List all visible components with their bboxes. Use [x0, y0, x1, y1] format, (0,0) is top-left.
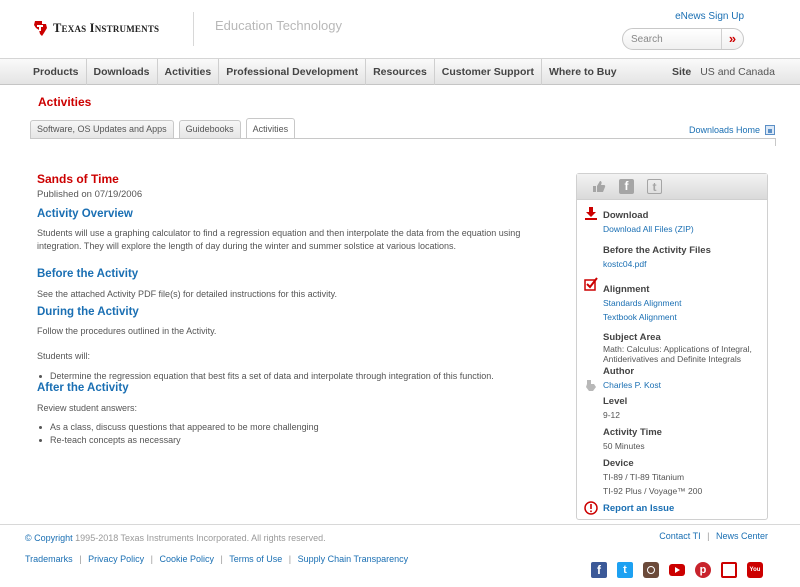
- nav-activities[interactable]: Activities: [158, 59, 220, 85]
- footer-right-links: [659, 531, 768, 541]
- share-bar: [577, 174, 767, 200]
- footer-divider: [0, 524, 800, 525]
- after-heading: After the Activity: [37, 382, 129, 394]
- nav-customer-support[interactable]: Customer Support: [435, 59, 542, 85]
- tabs-divider-edge: [775, 138, 776, 146]
- tab-software-os-updates[interactable]: Software, OS Updates and Apps: [30, 120, 174, 138]
- author-heading: Author: [603, 366, 635, 377]
- report-issue-link[interactable]: Report an Issue: [603, 503, 675, 514]
- tab-guidebooks[interactable]: Guidebooks: [179, 120, 241, 138]
- list-item: As a class, discuss questions that appeared to be more challenging: [37, 421, 319, 434]
- search-input[interactable]: [631, 32, 719, 47]
- alignment-heading: Alignment: [603, 284, 650, 295]
- twitter-icon[interactable]: t: [617, 562, 633, 578]
- enews-signup-link[interactable]: eNews Sign Up: [675, 11, 744, 22]
- news-center-link[interactable]: News Center: [715, 531, 768, 541]
- activity-title: Sands of Time: [37, 172, 119, 186]
- copyright-symbol: © Copyright: [25, 533, 73, 543]
- level-heading: Level: [603, 396, 628, 407]
- privacy-policy-link[interactable]: Privacy Policy: [88, 554, 145, 564]
- nav-where-to-buy[interactable]: Where to Buy: [548, 66, 617, 78]
- activity-time-heading: Activity Time: [603, 427, 662, 438]
- author-icon: [584, 378, 598, 392]
- subject-area-line2: Antiderivatives and Definite Integrals: [603, 354, 741, 364]
- search-submit-icon[interactable]: »: [721, 29, 743, 49]
- device-line1: TI-89 / TI-89 Titanium: [603, 472, 685, 482]
- youtube-channel-icon[interactable]: You: [747, 562, 763, 578]
- nav-products[interactable]: Products: [26, 59, 87, 85]
- downloads-home-label: Downloads Home: [689, 125, 761, 135]
- after-text: Review student answers:: [37, 403, 138, 413]
- terms-of-use-link[interactable]: Terms of Use: [229, 554, 283, 564]
- footer-separator: |: [150, 554, 153, 564]
- overview-text: Students will use a graphing calculator to find a regression equation and then interpolate the data from the equation using integration. They will explore the length of day during the winter and summer solstice at various locations.: [37, 228, 521, 251]
- list-item: Re-teach concepts as necessary: [37, 434, 319, 447]
- pinterest-icon[interactable]: p: [695, 562, 711, 578]
- download-heading: Download: [603, 210, 649, 221]
- site-header: [0, 0, 800, 56]
- site-label: Site: [672, 66, 692, 78]
- ti-logo[interactable]: [33, 19, 159, 37]
- standards-alignment-link[interactable]: Standards Alignment: [603, 298, 682, 308]
- footer-separator: |: [79, 554, 82, 564]
- footer-separator: |: [707, 531, 710, 541]
- footer-separator: |: [220, 554, 223, 564]
- device-line2: TI-92 Plus / Voyage™ 200: [603, 486, 703, 496]
- overview-heading: Activity Overview: [37, 208, 133, 220]
- subject-area-heading: Subject Area: [603, 332, 661, 343]
- youtube-icon[interactable]: [669, 564, 685, 576]
- level-value: 9-12: [603, 410, 621, 420]
- home-icon: [765, 125, 775, 135]
- subject-area-line1: Math: Calculus: Applications of Integral,: [603, 344, 752, 354]
- logo-text: Texas Instruments: [53, 20, 160, 35]
- main-nav: [0, 58, 800, 85]
- nav-professional-development[interactable]: Professional Development: [219, 59, 366, 85]
- page-title: Activities: [38, 95, 92, 109]
- twitter-share-icon[interactable]: t: [647, 179, 662, 194]
- list-item: Determine the regression equation that best fits a set of data and interpolate through integration of this function.: [37, 370, 494, 383]
- device-heading: Device: [603, 458, 634, 469]
- social-icons: [591, 562, 763, 578]
- downloads-home-link[interactable]: [689, 125, 775, 135]
- before-files-heading: Before the Activity Files: [603, 245, 711, 256]
- nav-resources[interactable]: Resources: [366, 59, 435, 85]
- footer-links: [25, 554, 408, 564]
- contact-ti-link[interactable]: Contact TI: [659, 531, 701, 541]
- trademarks-link[interactable]: Trademarks: [25, 554, 73, 564]
- cookie-policy-link[interactable]: Cookie Policy: [159, 554, 214, 564]
- copyright: [25, 533, 326, 543]
- ti-logo-icon: [33, 19, 49, 37]
- tabs-divider: [30, 138, 776, 139]
- download-icon: [584, 206, 598, 220]
- thumbs-up-icon[interactable]: [591, 179, 606, 194]
- footer-separator: |: [288, 554, 292, 564]
- copyright-text: 1995-2018 Texas Instruments Incorporated. All rights reserved.: [75, 533, 326, 543]
- header-subtitle: Education Technology: [215, 18, 342, 33]
- tab-activities[interactable]: Activities: [246, 118, 296, 138]
- supply-chain-link[interactable]: Supply Chain Transparency: [297, 554, 409, 564]
- facebook-share-icon[interactable]: f: [619, 179, 634, 194]
- author-link[interactable]: Charles P. Kost: [603, 380, 661, 390]
- before-heading: Before the Activity: [37, 268, 139, 280]
- before-file-link[interactable]: kostc04.pdf: [603, 259, 647, 269]
- facebook-icon[interactable]: f: [591, 562, 607, 578]
- header-divider: [193, 12, 194, 46]
- after-bullet-list: [37, 421, 319, 447]
- during-text: Follow the procedures outlined in the Activity.: [37, 326, 217, 336]
- download-all-link[interactable]: Download All Files (ZIP): [603, 224, 694, 234]
- instagram-icon[interactable]: [643, 562, 659, 578]
- tab-bar: [30, 120, 300, 138]
- activity-sidebar: [576, 173, 768, 520]
- site-selector[interactable]: [672, 59, 775, 85]
- nav-downloads[interactable]: Downloads: [87, 59, 158, 85]
- before-text: See the attached Activity PDF file(s) for detailed instructions for this activity.: [37, 289, 337, 299]
- alert-icon: [584, 501, 598, 515]
- checkbox-icon: [584, 277, 598, 291]
- during-heading: During the Activity: [37, 306, 139, 318]
- textbook-alignment-link[interactable]: Textbook Alignment: [603, 312, 677, 322]
- students-will-label: Students will:: [37, 351, 91, 361]
- published-date: Published on 07/19/2006: [37, 189, 143, 200]
- blog-icon[interactable]: [721, 562, 737, 578]
- activity-time-value: 50 Minutes: [603, 441, 645, 451]
- search-box: [622, 28, 744, 50]
- site-value: US and Canada: [700, 66, 775, 78]
